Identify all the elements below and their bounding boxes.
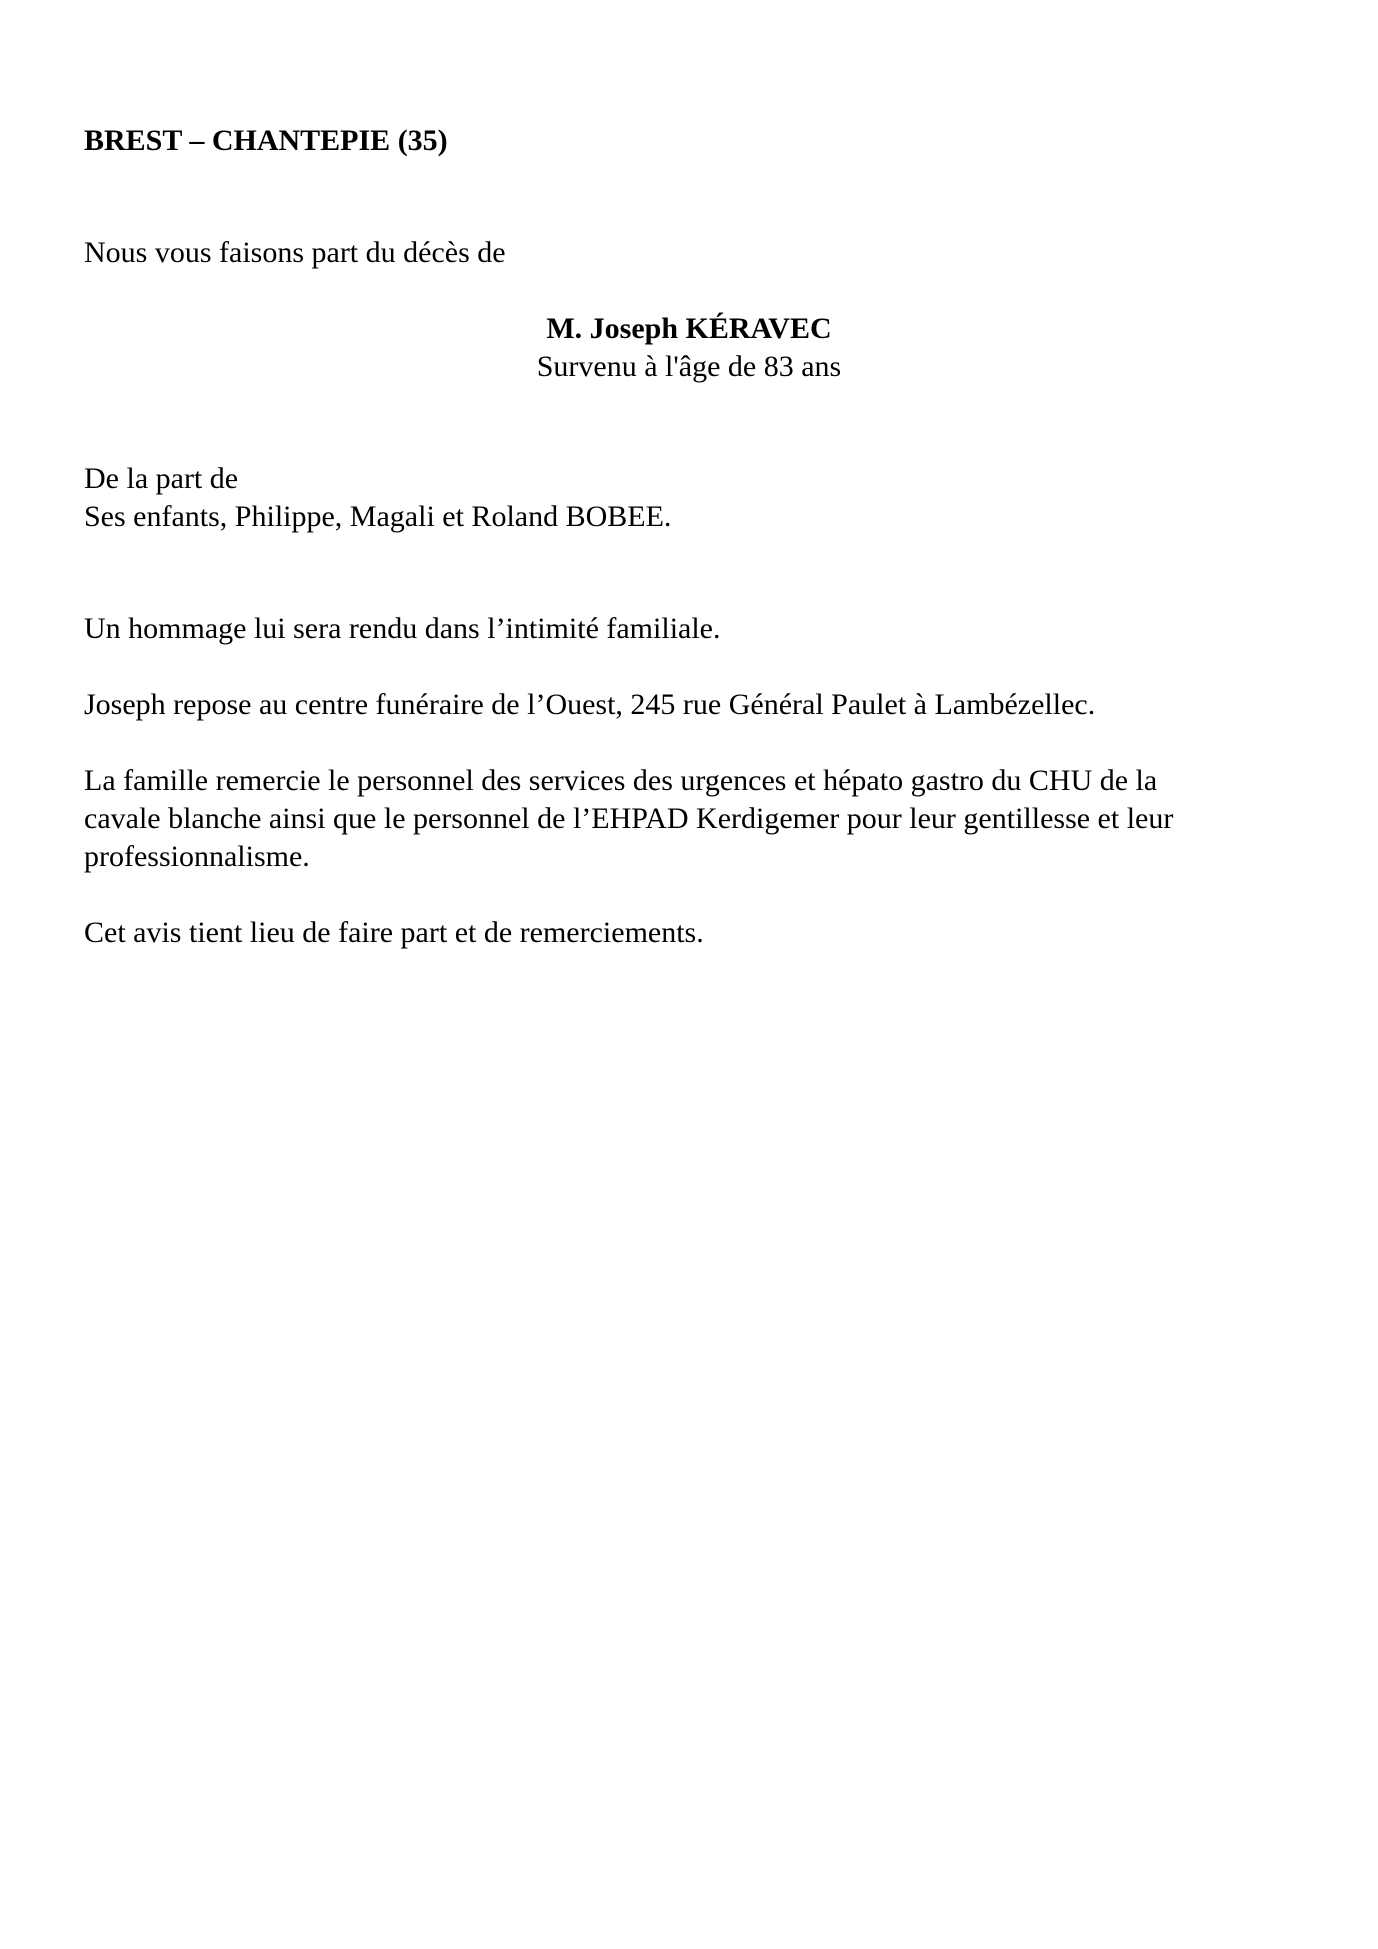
thanks-line: La famille remercie le personnel des services des urgences et hépato gastro du CHU de la — [84, 764, 1158, 797]
rest-place-paragraph: Joseph repose au centre funéraire de l’Ouest, 245 rue Général Paulet à Lambézellec. — [84, 688, 1096, 721]
deceased-age: Survenu à l'âge de 83 ans — [536, 350, 842, 383]
intro-text: Nous vous faisons part du décès de — [84, 236, 506, 269]
closing-paragraph: Cet avis tient lieu de faire part et de remerciements. — [84, 916, 704, 949]
family-members: Ses enfants, Philippe, Magali et Roland BOBEE. — [84, 500, 672, 533]
thanks-paragraph — [84, 762, 1304, 876]
tribute-paragraph: Un hommage lui sera rendu dans l’intimité familiale. — [84, 612, 721, 645]
thanks-line: professionnalisme. — [84, 840, 310, 873]
deceased-name: M. Joseph KÉRAVEC — [546, 312, 832, 345]
thanks-line: cavale blanche ainsi que le personnel de l’EHPAD Kerdigemer pour leur gentillesse et leur — [84, 802, 1174, 835]
location-heading: BREST – CHANTEPIE (35) — [84, 124, 448, 157]
family-from-label: De la part de — [84, 462, 239, 495]
